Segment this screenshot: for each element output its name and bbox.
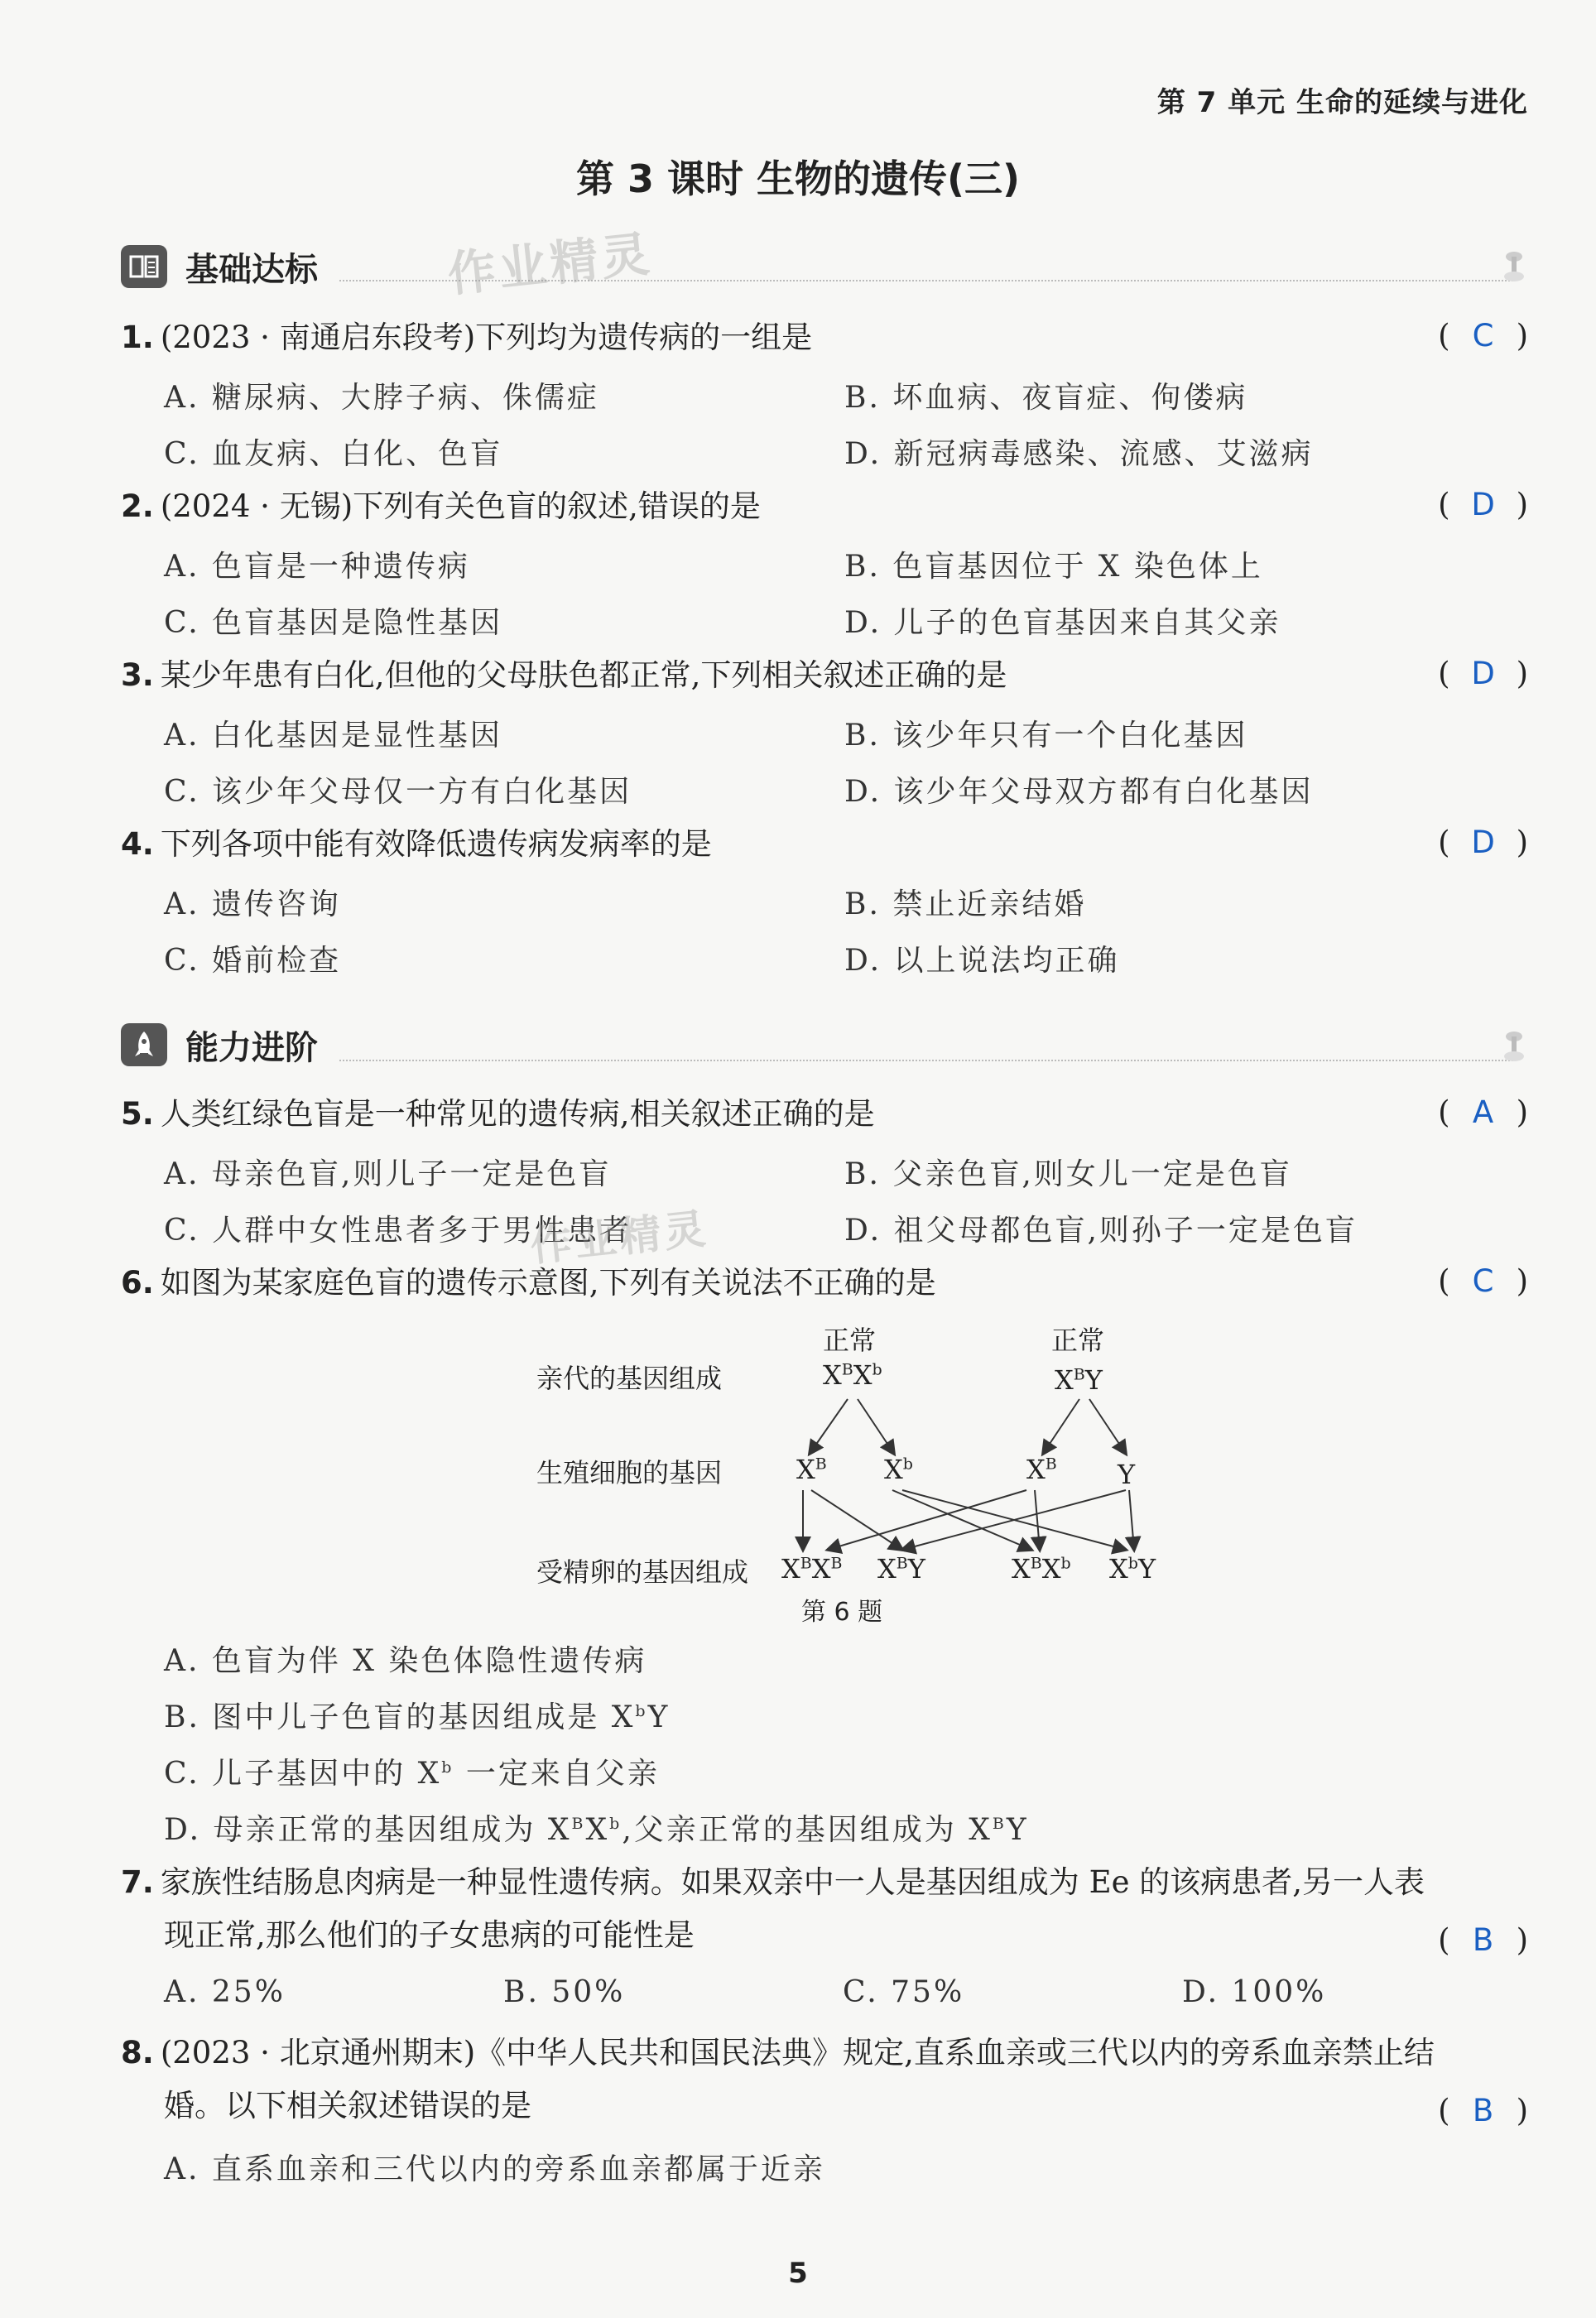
question-8: 8. (2023 · 北京通州期末)《中华人民共和国民法典》规定,直系血亲或三代以内的旁系血亲禁止结 (121, 2035, 1435, 2070)
option-4b: B. 禁止近亲结婚 (844, 887, 1087, 921)
gamete-mother-1: $X^B$ (796, 1454, 827, 1485)
answer-5: ( A ) (1438, 1094, 1528, 1130)
option-5b: B. 父亲色盲,则女儿一定是色盲 (844, 1157, 1292, 1191)
zygote-2: $X^BY$ (877, 1553, 925, 1585)
option-8a: A. 直系血亲和三代以内的旁系血亲都属于近亲 (164, 2152, 825, 2186)
unit-header: 第 7 单元 生命的延续与进化 (1156, 86, 1528, 119)
answer-1: ( C ) (1438, 318, 1528, 353)
rocket-icon (121, 1023, 167, 1066)
option-1a: A. 糖尿病、大脖子病、侏儒症 (164, 381, 599, 415)
section-advanced-label: 能力进阶 (185, 1028, 318, 1067)
section-divider (339, 1060, 1513, 1061)
question-3: 3. 某少年患有白化,但他的父母肤色都正常,下列相关叙述正确的是 (121, 657, 1007, 693)
zygote-4: $X^bY$ (1109, 1553, 1156, 1585)
page-number: 5 (788, 2257, 808, 2290)
mother-genotype: $X^BX^b$ (823, 1359, 882, 1391)
option-2b: B. 色盲基因位于 X 染色体上 (844, 550, 1263, 584)
question-4: 4. 下列各项中能有效降低遗传病发病率的是 (121, 826, 712, 862)
row-label-parents: 亲代的基因组成 (536, 1363, 723, 1394)
father-genotype: $X^BY$ (1055, 1364, 1103, 1396)
question-7-line2: 现正常,那么他们的子女患病的可能性是 (164, 1917, 695, 1953)
parent-mother-status: 正常 (823, 1325, 877, 1356)
option-3b: B. 该少年只有一个白化基因 (844, 719, 1248, 753)
option-1c: C. 血友病、白化、色盲 (164, 437, 503, 471)
option-1b: B. 坏血病、夜盲症、佝偻病 (844, 381, 1248, 415)
answer-7: ( B ) (1438, 1922, 1528, 1958)
option-3a: A. 白化基因是显性基因 (164, 719, 502, 753)
question-1: 1. (2023 · 南通启东段考)下列均为遗传病的一组是 (121, 320, 813, 355)
option-4c: C. 婚前检查 (164, 944, 342, 978)
option-1d: D. 新冠病毒感染、流感、艾滋病 (844, 437, 1314, 471)
option-4d: D. 以上说法均正确 (844, 944, 1120, 978)
answer-4: ( D ) (1438, 825, 1528, 860)
option-2a: A. 色盲是一种遗传病 (164, 550, 470, 584)
figure-caption: 第 6 题 (801, 1598, 883, 1627)
gamete-father-2: Y (1118, 1459, 1136, 1490)
zygote-3: $X^BX^b$ (1012, 1553, 1071, 1585)
gamete-mother-2: $X^b$ (884, 1454, 913, 1485)
option-3c: C. 该少年父母仅一方有白化基因 (164, 775, 632, 809)
option-7c: C. 75% (843, 1975, 965, 2009)
book-icon (121, 245, 167, 288)
option-3d: D. 该少年父母双方都有白化基因 (844, 775, 1314, 809)
section-advanced (121, 1018, 318, 1071)
section-basic (121, 240, 318, 293)
question-5: 5. 人类红绿色盲是一种常见的遗传病,相关叙述正确的是 (121, 1096, 875, 1132)
pin-icon (1500, 250, 1528, 283)
option-7b: B. 50% (503, 1975, 626, 2009)
option-6a: A. 色盲为伴 X 染色体隐性遗传病 (164, 1644, 647, 1678)
row-label-zygotes: 受精卵的基因组成 (536, 1556, 749, 1588)
option-7d: D. 100% (1182, 1975, 1327, 2009)
option-5a: A. 母亲色盲,则儿子一定是色盲 (164, 1157, 612, 1191)
pin-icon (1500, 1030, 1528, 1063)
option-6b: B. 图中儿子色盲的基因组成是 $X^bY$ (164, 1700, 671, 1734)
section-basic-label: 基础达标 (185, 250, 318, 289)
option-5c: C. 人群中女性患者多于男性患者 (164, 1214, 632, 1248)
page-title: 第 3 课时 生物的遗传(三) (575, 156, 1021, 201)
option-5d: D. 祖父母都色盲,则孙子一定是色盲 (844, 1214, 1358, 1248)
question-6: 6. 如图为某家庭色盲的遗传示意图,下列有关说法不正确的是 (121, 1265, 936, 1301)
option-2d: D. 儿子的色盲基因来自其父亲 (844, 606, 1281, 640)
option-4a: A. 遗传咨询 (164, 887, 341, 921)
option-6d: D. 母亲正常的基因组成为 $X^BX^b$,父亲正常的基因组成为 $X^BY$ (164, 1813, 1029, 1847)
option-6c: C. 儿子基因中的 $X^b$ 一定来自父亲 (164, 1757, 660, 1791)
zygote-1: $X^BX^B$ (781, 1553, 843, 1585)
question-7: 7. 家族性结肠息肉病是一种显性遗传病。如果双亲中一人是基因组成为 Ee 的该病患者,另一人表 (121, 1864, 1425, 1900)
watermark: 作业精灵 (445, 225, 656, 303)
row-label-gametes: 生殖细胞的基因 (536, 1457, 723, 1488)
watermark: 作业精灵 (527, 1204, 711, 1272)
parent-father-status: 正常 (1051, 1325, 1105, 1356)
answer-8: ( B ) (1438, 2093, 1528, 2128)
answer-2: ( D ) (1438, 487, 1528, 522)
question-2: 2. (2024 · 无锡)下列有关色盲的叙述,错误的是 (121, 488, 761, 524)
option-7a: A. 25% (164, 1975, 286, 2009)
answer-6: ( C ) (1438, 1263, 1528, 1299)
answer-3: ( D ) (1438, 656, 1528, 691)
option-2c: C. 色盲基因是隐性基因 (164, 606, 503, 640)
gamete-father-1: $X^B$ (1026, 1454, 1057, 1485)
question-8-line2: 婚。以下相关叙述错误的是 (164, 2088, 531, 2123)
